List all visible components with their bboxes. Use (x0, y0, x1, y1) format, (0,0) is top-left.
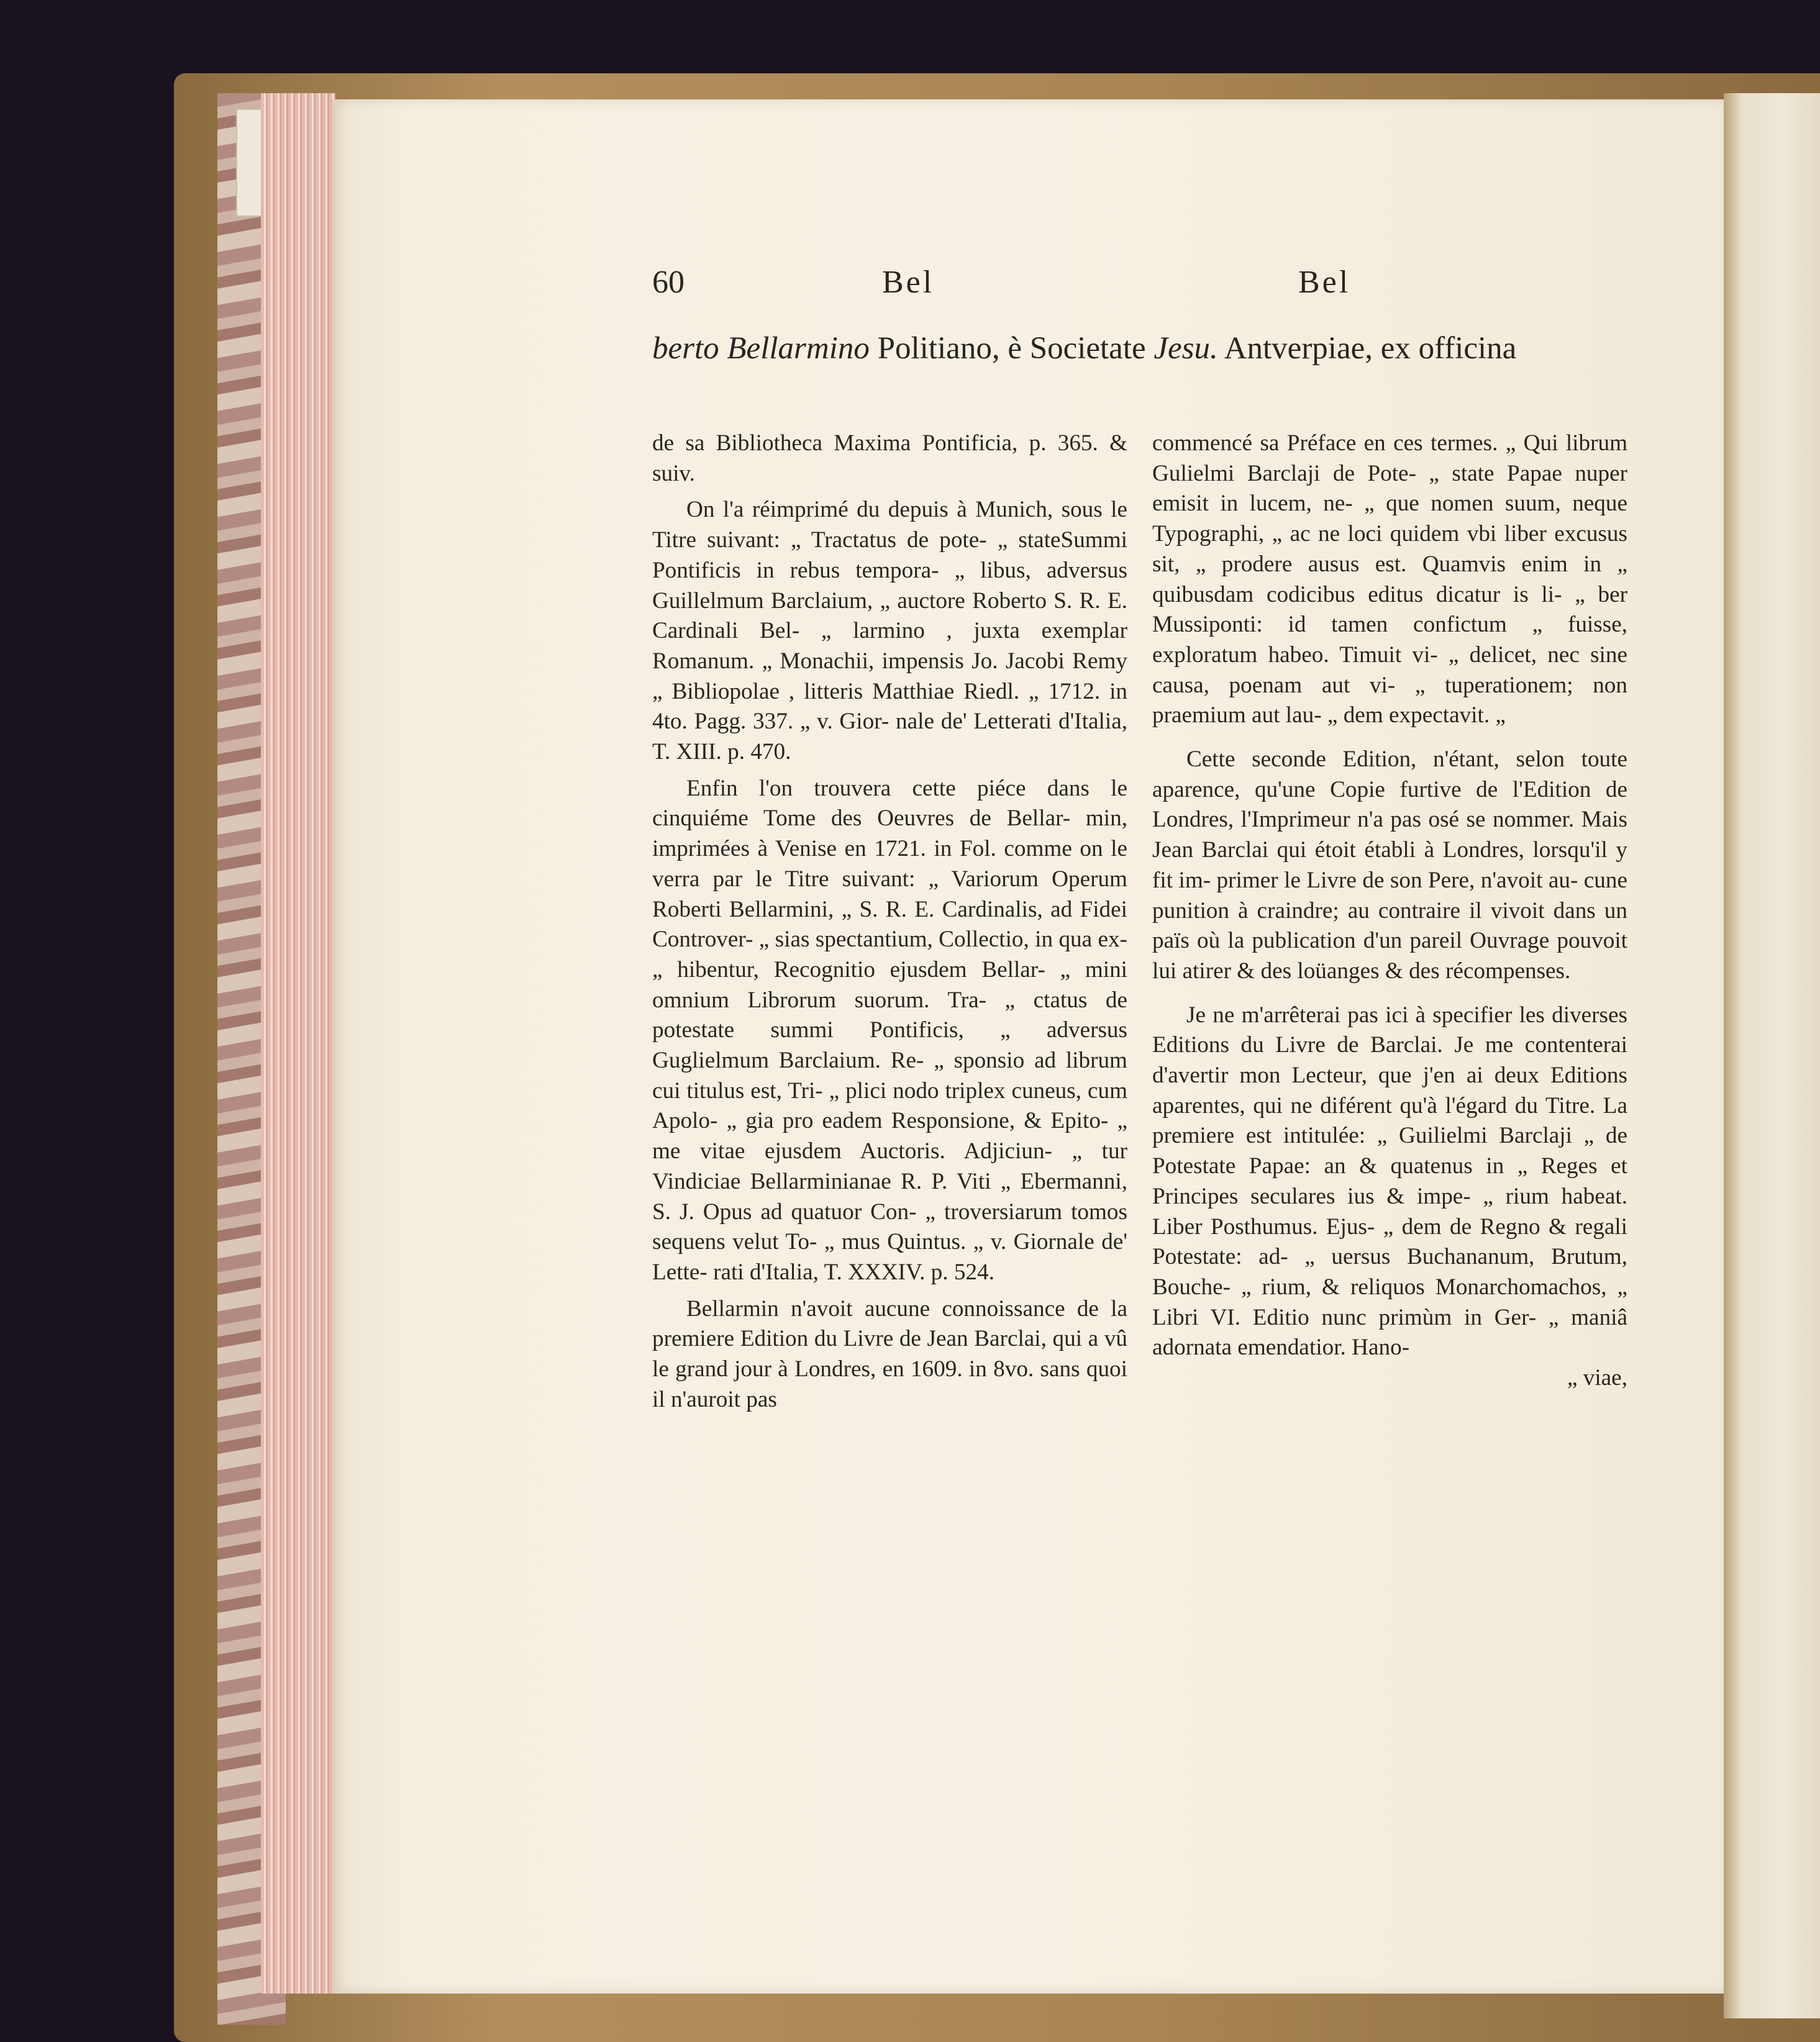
paragraph: Je ne m'arrêterai pas ici à specifier les diverses Editions du Livre de Barclai. Je me contenterai d'avertir mon Lecteur, que j'en ai deux Editions aparentes, qui ne diférent qu'à l'égard du Titre. La premiere est intitulée: „ Guilielmi Barclaji „ de Potestate Papae: an & quatenus in „ Reges et Principes seculares ius & impe- „ rium habeat. Liber Posthumus. Ejus- „ dem de Regno & regali Potestate: ad- „ uersus Buchananum, Brutum, Bouche- „ rium, & reliquos Monarchomachos, „ Libri VI. Editio nunc primùm in Ger- „ maniâ adornata emendatior. Hano- (1152, 1002, 1627, 1361)
title-tail: Antverpiae, ex officina (1217, 331, 1517, 366)
running-header (652, 264, 1615, 314)
title-italic-jesu: Jesu. (1153, 331, 1218, 366)
facing-page-edge (1724, 93, 1820, 2018)
page-number: 60 (652, 265, 685, 300)
paragraph: Bellarmin n'avoit aucune connoissance de la premiere Edition du Livre de Jean Barclai, qui a vû le grand jour à Londres, en 1609. in 8vo. sans quoi il n'auroit pas (652, 1296, 1127, 1412)
bookmark-slip (236, 109, 262, 217)
header-right-word: Bel (1298, 265, 1351, 300)
page-edges (261, 93, 335, 1994)
catchword: „ viae, (1567, 1365, 1627, 1391)
header-left-word: Bel (882, 265, 935, 300)
left-column (652, 429, 1127, 1415)
title-continuation (652, 329, 1615, 368)
paragraph: Enfin l'on trouvera cette piéce dans le cinquiéme Tome des Oeuvres de Bellar- min, imprimées à Venise en 1721. in Fol. comme on le verra par le Titre suivant: „ Variorum Operum Roberti Bellarmini, „ S. R. E. Cardinalis, ad Fidei Controver- „ sias spectantium, Collectio, in qua ex- „ hibentur, Recognitio ejusdem Bellar- „ mini omnium Librorum suorum. Tra- „ ctatus de potestate summi Pontificis, „ adversus Guglielmum Barclaium. Re- „ sponsio ad librum cui titulus est, Tri- „ plici nodo triplex cuneus, cum Apolo- „ gia pro eadem Responsione, & Epito- „ me vitae ejusdem Auctoris. Adjiciun- „ tur Vindiciae Bellarminianae R. P. Viti „ Ebermanni, S. J. Opus ad quatuor Con- „ troversiarum tomos sequens velut To- „ mus Quintus. „ v. Giornale de' Lette- rati d'Italia, T. XXXIV. p. 524. (652, 775, 1127, 1285)
paragraph: On l'a réimprimé du depuis à Munich, sous le Titre suivant: „ Tractatus de pote- „ stateSummi Pontificis in rebus tempora- „ libus, adversus Guillelmum Barclaium, „ auctore Roberto S. R. E. Cardinali Bel- „ larmino , juxta exemplar Romanum. „ Monachii, impensis Jo. Jacobi Remy „ Bibliopolae , litteris Matthiae Riedl. „ 1712. in 4to. Pagg. 337. „ v. Gior- nale de' Letterati d'Italia, T. XIII. p. 470. (652, 497, 1127, 765)
paragraph: de sa Bibliotheca Maxima Pontificia, p. 365. & suiv. (652, 430, 1127, 486)
paragraph: Cette seconde Edition, n'étant, selon toute aparence, qu'une Copie furtive de l'Edition de Londres, l'Imprimeur n'a pas osé se nommer. Mais Jean Barclai qui étoit établi à Londres, lorsqu'il y fit im- primer le Livre de son Pere, n'avoit au- cune punition à craindre; au contraire il vivoit dans un païs où la publication d'un pareil Ouvrage pouvoit lui atirer & des loüanges & des récompenses. (1152, 746, 1627, 984)
paragraph: commencé sa Préface en ces termes. „ Qui librum Gulielmi Barclaji de Pote- „ state Papae nuper emisit in lucem, ne- „ que nomen suum, neque Typographi, „ ac ne loci quidem vbi liber excusus sit, „ prodere ausus est. Quamvis enim in „ quibusdam codicibus editus dicatur is li- „ ber Mussiponti: id tamen confictum „ fuisse, exploratum habeo. Timuit vi- „ delicet, nec sine causa, poenam aut vi- „ tuperationem; non praemium aut lau- „ dem expectavit. „ (1152, 430, 1627, 728)
right-column (1152, 429, 1627, 1394)
title-text: Politiano, è Societate (869, 331, 1154, 366)
title-italic-name: berto Bellarmino (652, 331, 870, 366)
